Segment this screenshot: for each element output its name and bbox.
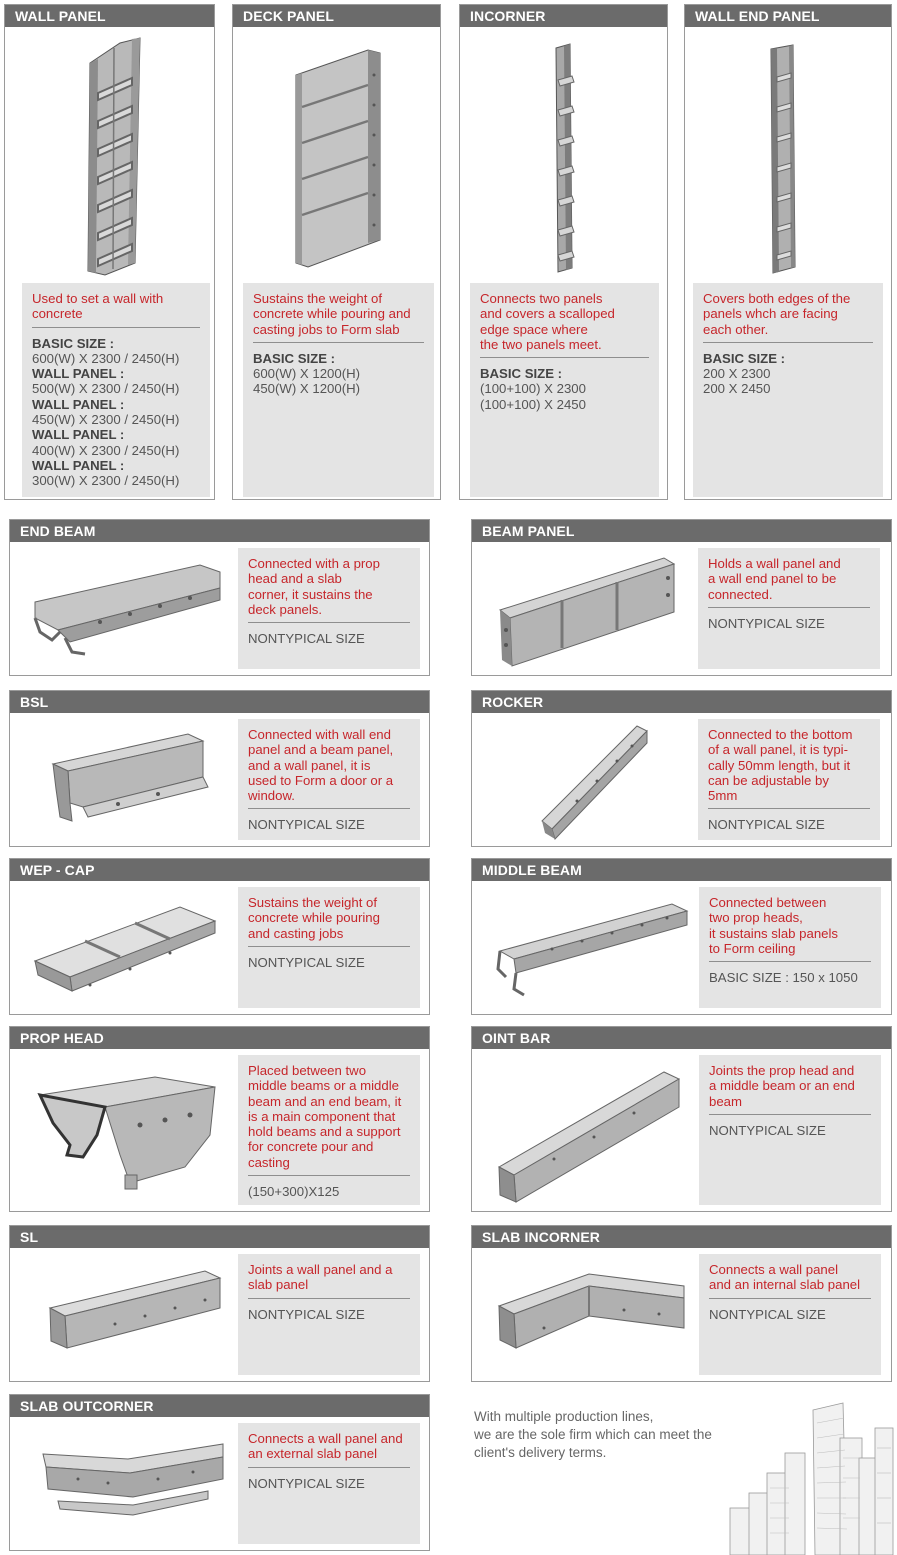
product-card-incorner [459, 4, 668, 500]
bsl-description: Connected with wall end panel and a beam panel, and a wall panel, it is used to Form a door or a window. [248, 727, 410, 809]
card-title: SL [10, 1226, 429, 1248]
product-card-bsl [9, 690, 430, 847]
card-title: SLAB INCORNER [472, 1226, 891, 1248]
card-title: WEP - CAP [10, 859, 429, 881]
slab-incorner-description: Connects a wall panel and an internal slab panel [709, 1262, 871, 1299]
middle-beam-spec: BASIC SIZE : 150 x 1050 [709, 970, 858, 986]
slab-incorner-illustration [494, 1266, 689, 1371]
rocker-spec: NONTYPICAL SIZE [708, 817, 825, 833]
sl-info [238, 1254, 420, 1375]
end-beam-info [238, 548, 420, 669]
city-skyline-illustration [725, 1398, 897, 1555]
product-card-end-beam [9, 519, 430, 676]
sl-illustration [45, 1266, 225, 1361]
rocker-illustration [537, 721, 657, 841]
beam-panel-spec: NONTYPICAL SIZE [708, 615, 825, 631]
wep-cap-description: Sustains the weight of concrete while pouring and casting jobs [248, 895, 410, 947]
middle-beam-illustration [492, 899, 692, 999]
product-card-middle-beam [471, 858, 892, 1015]
slab-outcorner-description: Connects a wall panel and an external slab panel [248, 1431, 410, 1468]
incorner-specs: BASIC SIZE : (100+100) X 2300 (100+100) X 2450 [480, 366, 586, 412]
beam-panel-info [698, 548, 880, 669]
wall-panel-illustration [80, 33, 150, 278]
middle-beam-info [699, 887, 881, 1008]
card-title: DECK PANEL [233, 5, 440, 27]
wall-panel-specs: BASIC SIZE : 600(W) X 2300 / 2450(H) WALL PANEL : 500(W) X 2300 / 2450(H) WALL PANEL : 450(W) X 2300 / 2450(H) WALL PANEL : 400(W) X 2300 / 2450(H) WALL PANEL : 300(W) X 2300 / 2450(H) [32, 335, 180, 489]
oint-bar-info [699, 1055, 881, 1205]
slab-outcorner-spec: NONTYPICAL SIZE [248, 1475, 365, 1491]
wall-end-panel-specs: BASIC SIZE : 200 X 2300 200 X 2450 [703, 350, 786, 397]
card-title: OINT BAR [472, 1027, 891, 1049]
product-card-slab-outcorner [9, 1394, 430, 1551]
card-title: SLAB OUTCORNER [10, 1395, 429, 1417]
rocker-description: Connected to the bottom of a wall panel, it is typi- cally 50mm length, but it can be adjustable by 5mm [708, 727, 870, 809]
product-card-beam-panel [471, 519, 892, 676]
wep-cap-illustration [30, 899, 220, 1009]
product-card-sl [9, 1225, 430, 1382]
card-title: PROP HEAD [10, 1027, 429, 1049]
product-card-rocker [471, 690, 892, 847]
product-card-wall-panel [4, 4, 215, 500]
oint-bar-description: Joints the prop head and a middle beam or an end beam [709, 1063, 871, 1115]
card-title: WALL PANEL [5, 5, 214, 27]
wall-end-panel-description: Covers both edges of the panels whch are facing each other. [703, 291, 873, 343]
wall-end-panel-illustration [763, 43, 803, 275]
slab-incorner-info [699, 1254, 881, 1375]
product-card-wep-cap [9, 858, 430, 1015]
beam-panel-illustration [492, 550, 682, 670]
wall-end-panel-info [693, 283, 883, 497]
prop-head-illustration [35, 1075, 220, 1190]
card-title: END BEAM [10, 520, 429, 542]
incorner-illustration [546, 40, 582, 275]
end-beam-spec: NONTYPICAL SIZE [248, 631, 365, 647]
product-card-slab-incorner [471, 1225, 892, 1382]
card-title: MIDDLE BEAM [472, 859, 891, 881]
oint-bar-spec: NONTYPICAL SIZE [709, 1122, 826, 1138]
slab-outcorner-info [238, 1423, 420, 1544]
rocker-info [698, 719, 880, 840]
prop-head-spec: (150+300)X125 [248, 1184, 340, 1200]
slab-outcorner-illustration [38, 1439, 228, 1529]
product-card-deck-panel [232, 4, 441, 500]
deck-panel-illustration [288, 45, 388, 270]
wep-cap-info [238, 887, 420, 1008]
wall-panel-description: Used to set a wall with concrete [32, 291, 200, 328]
incorner-description: Connects two panels and covers a scalloped edge space where the two panels meet. [480, 291, 649, 358]
incorner-info [470, 283, 659, 497]
bsl-info [238, 719, 420, 840]
product-card-oint-bar [471, 1026, 892, 1212]
deck-panel-specs: BASIC SIZE : 600(W) X 1200(H) 450(W) X 1200(H) [253, 350, 361, 397]
slab-incorner-spec: NONTYPICAL SIZE [709, 1306, 826, 1322]
bsl-illustration [48, 729, 218, 834]
card-title: ROCKER [472, 691, 891, 713]
deck-panel-description: Sustains the weight of concrete while pouring and casting jobs to Form slab [253, 291, 424, 343]
product-card-wall-end-panel [684, 4, 892, 500]
wall-panel-info [22, 283, 210, 497]
card-title: BSL [10, 691, 429, 713]
footer-tagline: With multiple production lines, we are the sole firm which can meet the client's delivery terms. [474, 1409, 712, 1460]
end-beam-description: Connected with a prop head and a slab corner, it sustains the deck panels. [248, 556, 410, 623]
sl-spec: NONTYPICAL SIZE [248, 1306, 365, 1322]
prop-head-info [238, 1055, 420, 1205]
card-title: WALL END PANEL [685, 5, 891, 27]
end-beam-illustration [30, 560, 230, 660]
sl-description: Joints a wall panel and a slab panel [248, 1262, 410, 1299]
card-title: INCORNER [460, 5, 667, 27]
wep-cap-spec: NONTYPICAL SIZE [248, 954, 365, 970]
deck-panel-info [243, 283, 434, 497]
middle-beam-description: Connected between two prop heads, it sustains slab panels to Form ceiling [709, 895, 871, 962]
beam-panel-description: Holds a wall panel and a wall end panel to be connected. [708, 556, 870, 608]
product-card-prop-head [9, 1026, 430, 1212]
bsl-spec: NONTYPICAL SIZE [248, 817, 365, 833]
card-title: BEAM PANEL [472, 520, 891, 542]
oint-bar-illustration [494, 1067, 684, 1207]
prop-head-description: Placed between two middle beams or a middle beam and an end beam, it is a main component that hold beams and a support for concrete pour and casting [248, 1063, 410, 1176]
